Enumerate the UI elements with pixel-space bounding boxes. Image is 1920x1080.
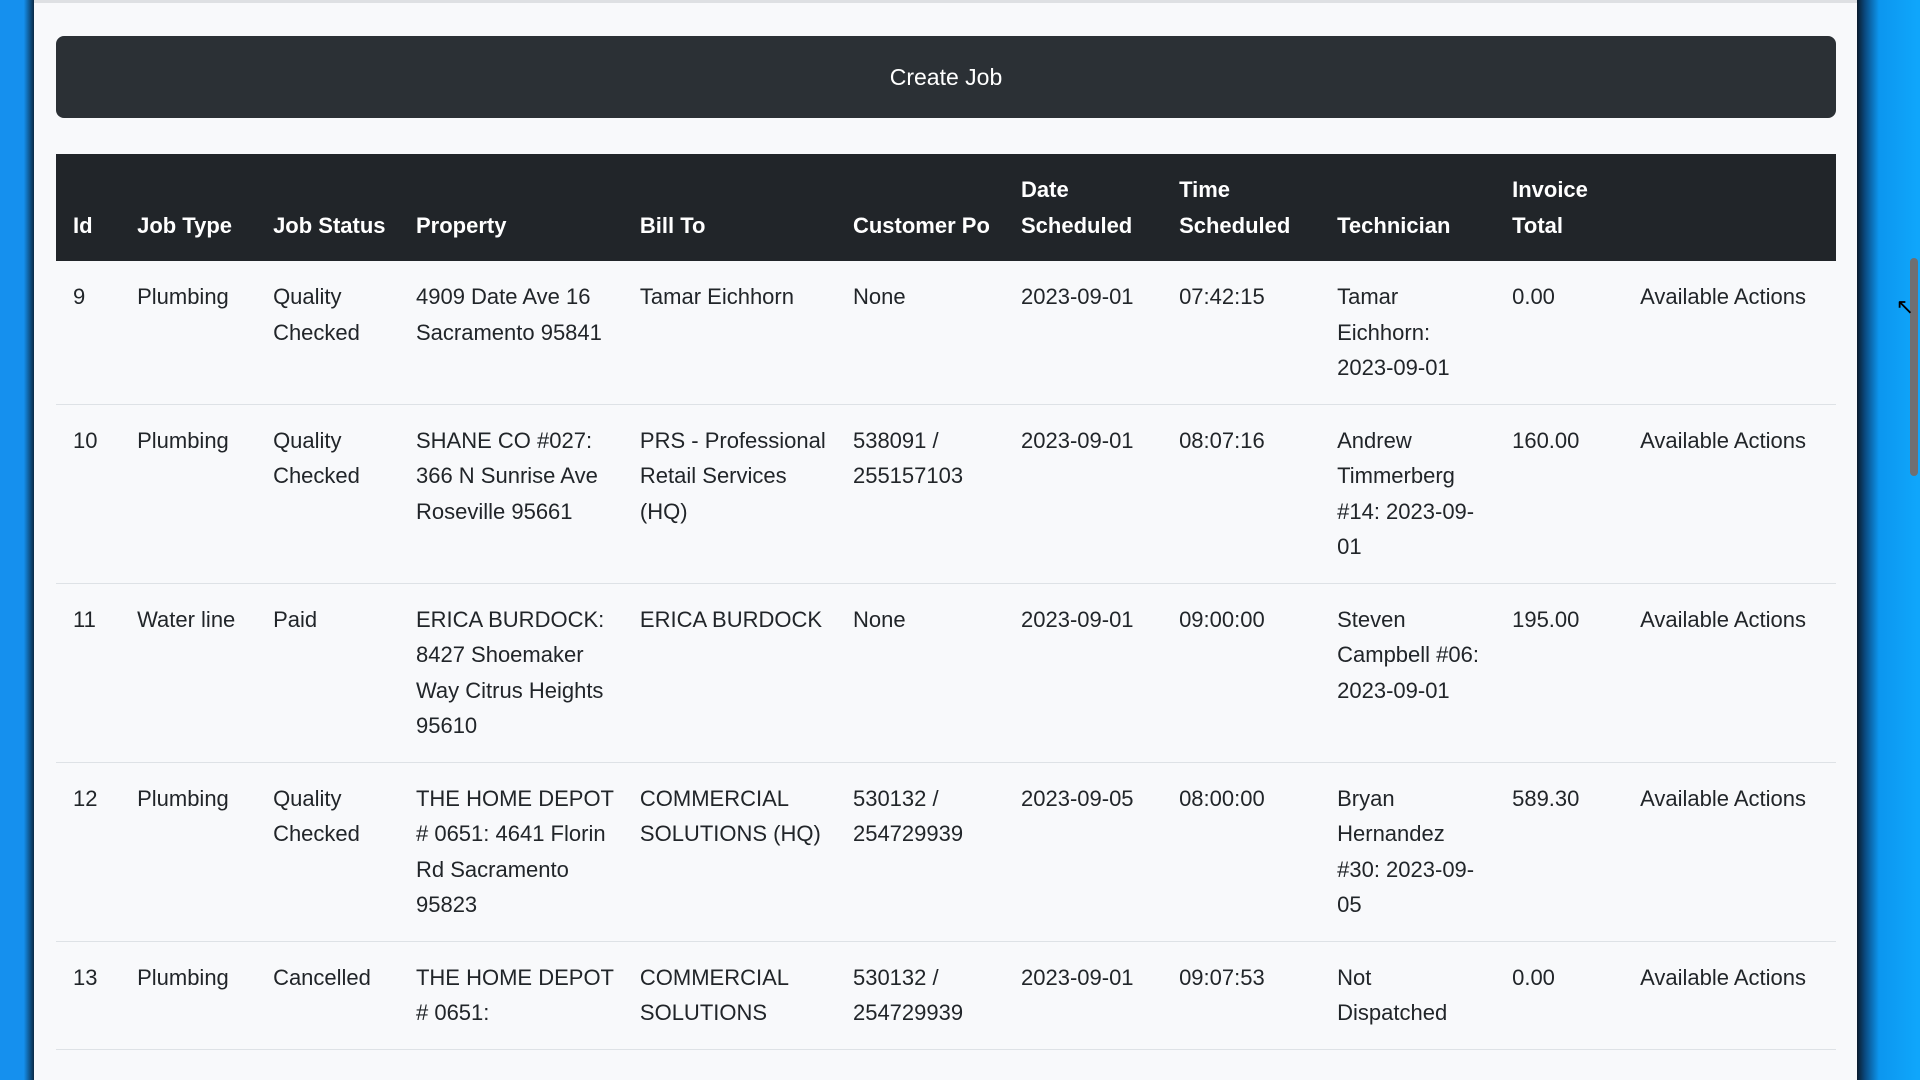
cell-actions-button[interactable]: Available Actions — [1623, 261, 1836, 404]
cell-technician: Steven Campbell #06: 2023-09-01 — [1320, 583, 1495, 762]
cell-job-type: Plumbing — [120, 404, 256, 583]
cell-date-scheduled: 2023-09-01 — [1004, 404, 1162, 583]
column-header-job-status: Job Status — [256, 154, 399, 261]
cell-job-status: Paid — [256, 583, 399, 762]
column-header-actions — [1623, 154, 1836, 261]
cell-time-scheduled: 09:07:53 — [1162, 941, 1320, 1049]
cell-invoice-total: 160.00 — [1495, 404, 1623, 583]
column-header-date-scheduled: Date Scheduled — [1004, 154, 1162, 261]
cell-bill-to: ERICA BURDOCK — [623, 583, 836, 762]
column-header-invoice-total: Invoice Total — [1495, 154, 1623, 261]
cell-customer-po: 530132 / 254729939 — [836, 762, 1004, 941]
cell-time-scheduled: 08:07:16 — [1162, 404, 1320, 583]
table-row — [56, 404, 1836, 583]
cell-time-scheduled: 08:00:00 — [1162, 762, 1320, 941]
cell-job-status: Cancelled — [256, 941, 399, 1049]
cell-job-status: Quality Checked — [256, 261, 399, 404]
desktop-background-right — [1857, 0, 1920, 1080]
cell-invoice-total: 0.00 — [1495, 261, 1623, 404]
cell-time-scheduled: 07:42:15 — [1162, 261, 1320, 404]
cell-invoice-total: 589.30 — [1495, 762, 1623, 941]
cell-technician: Andrew Timmerberg #14: 2023-09-01 — [1320, 404, 1495, 583]
cell-bill-to: Tamar Eichhorn — [623, 261, 836, 404]
cell-id: 13 — [56, 941, 120, 1049]
cell-property: SHANE CO #027: 366 N Sunrise Ave Roseville 95661 — [399, 404, 623, 583]
cell-actions-button[interactable]: Available Actions — [1623, 404, 1836, 583]
table-row — [56, 941, 1836, 1049]
cell-job-status: Quality Checked — [256, 404, 399, 583]
column-header-job-type: Job Type — [120, 154, 256, 261]
table-row — [56, 261, 1836, 404]
cell-time-scheduled: 09:00:00 — [1162, 583, 1320, 762]
mouse-cursor-icon: ↖ — [1895, 294, 1914, 319]
cell-id: 10 — [56, 404, 120, 583]
create-job-button[interactable]: Create Job — [56, 36, 1836, 118]
cell-bill-to: COMMERCIAL SOLUTIONS — [623, 941, 836, 1049]
cell-job-type: Plumbing — [120, 941, 256, 1049]
cell-actions-button[interactable]: Available Actions — [1623, 583, 1836, 762]
cell-invoice-total: 195.00 — [1495, 583, 1623, 762]
cell-date-scheduled: 2023-09-01 — [1004, 941, 1162, 1049]
cell-customer-po: None — [836, 261, 1004, 404]
cell-date-scheduled: 2023-09-01 — [1004, 261, 1162, 404]
table-header-row — [56, 154, 1836, 261]
cell-technician: Bryan Hernandez #30: 2023-09-05 — [1320, 762, 1495, 941]
cell-property: THE HOME DEPOT # 0651: 4641 Florin Rd Sacramento 95823 — [399, 762, 623, 941]
cell-technician: Tamar Eichhorn: 2023-09-01 — [1320, 261, 1495, 404]
cell-job-status: Quality Checked — [256, 762, 399, 941]
column-header-customer-po: Customer Po — [836, 154, 1004, 261]
cell-invoice-total: 0.00 — [1495, 941, 1623, 1049]
cell-date-scheduled: 2023-09-05 — [1004, 762, 1162, 941]
cell-id: 12 — [56, 762, 120, 941]
table-row — [56, 583, 1836, 762]
cell-property: 4909 Date Ave 16 Sacramento 95841 — [399, 261, 623, 404]
page-content — [34, 0, 1857, 1080]
column-header-technician: Technician — [1320, 154, 1495, 261]
cell-id: 11 — [56, 583, 120, 762]
cell-job-type: Water line — [120, 583, 256, 762]
cell-date-scheduled: 2023-09-01 — [1004, 583, 1162, 762]
column-header-time-scheduled: Time Scheduled — [1162, 154, 1320, 261]
cell-bill-to: PRS - Professional Retail Services (HQ) — [623, 404, 836, 583]
cell-property: THE HOME DEPOT # 0651: — [399, 941, 623, 1049]
cell-customer-po: 530132 / 254729939 — [836, 941, 1004, 1049]
scrollbar-thumb[interactable] — [1910, 258, 1918, 476]
cell-actions-button[interactable]: Available Actions — [1623, 762, 1836, 941]
cell-customer-po: 538091 / 255157103 — [836, 404, 1004, 583]
column-header-id: Id — [56, 154, 120, 261]
cell-property: ERICA BURDOCK: 8427 Shoemaker Way Citrus Heights 95610 — [399, 583, 623, 762]
cell-id: 9 — [56, 261, 120, 404]
desktop-background-left — [0, 0, 34, 1080]
column-header-bill-to: Bill To — [623, 154, 836, 261]
cell-bill-to: COMMERCIAL SOLUTIONS (HQ) — [623, 762, 836, 941]
column-header-property: Property — [399, 154, 623, 261]
table-row — [56, 762, 1836, 941]
cell-job-type: Plumbing — [120, 762, 256, 941]
cell-actions-button[interactable]: Available Actions — [1623, 941, 1836, 1049]
cell-job-type: Plumbing — [120, 261, 256, 404]
cell-technician: Not Dispatched — [1320, 941, 1495, 1049]
cell-customer-po: None — [836, 583, 1004, 762]
jobs-table — [56, 154, 1836, 1050]
